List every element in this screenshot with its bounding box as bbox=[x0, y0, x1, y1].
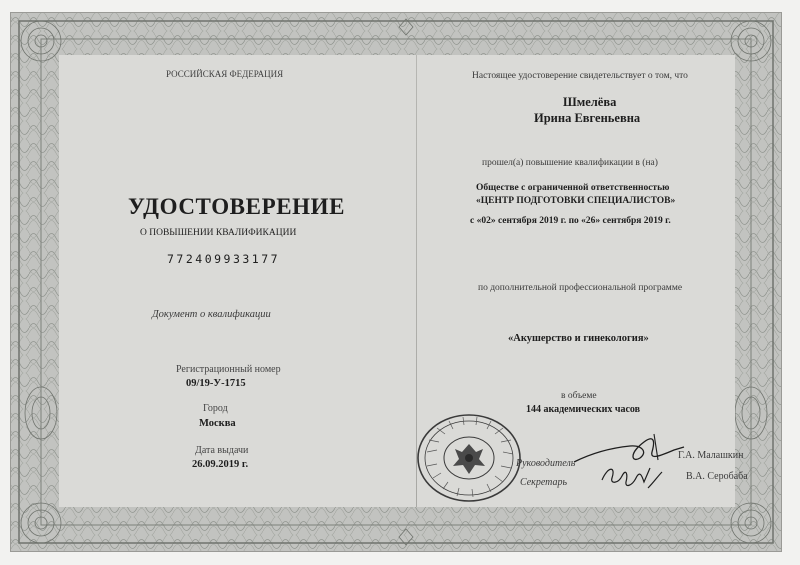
intro-text: Настоящее удостоверение свидетельствует о том, что bbox=[472, 71, 688, 81]
document-title: УДОСТОВЕРЕНИЕ bbox=[128, 194, 346, 219]
document-type: Документ о квалификации bbox=[152, 309, 271, 320]
head-name: Г.А. Малашкин bbox=[678, 450, 744, 461]
holder-given-names: Ирина Евгеньевна bbox=[534, 111, 641, 125]
country-label: РОССИЙСКАЯ ФЕДЕРАЦИЯ bbox=[166, 69, 284, 79]
volume-value: 144 академических часов bbox=[526, 404, 641, 415]
organization-line-1: Обществе с ограниченной ответственностью bbox=[476, 183, 670, 193]
city-label: Город bbox=[203, 403, 228, 414]
document-number: 772409933177 bbox=[167, 252, 281, 266]
registration-label: Регистрационный номер bbox=[176, 364, 281, 375]
head-role-label: Руководитель bbox=[516, 458, 576, 469]
secretary-name: В.А. Серобаба bbox=[686, 471, 748, 482]
training-dates: с «02» сентября 2019 г. по «26» сентября 2019 г. bbox=[470, 216, 671, 226]
city-value: Москва bbox=[199, 418, 236, 429]
issue-date-value: 26.09.2019 г. bbox=[192, 459, 249, 470]
program-label: по дополнительной профессиональной программе bbox=[478, 283, 683, 293]
passed-text: прошел(а) повышение квалификации в (на) bbox=[482, 158, 658, 168]
organization-line-2: «ЦЕНТР ПОДГОТОВКИ СПЕЦИАЛИСТОВ» bbox=[476, 196, 676, 206]
program-name: «Акушерство и гинекология» bbox=[508, 333, 649, 344]
holder-surname: Шмелёва bbox=[563, 95, 617, 109]
issue-date-label: Дата выдачи bbox=[195, 445, 249, 456]
secretary-role-label: Секретарь bbox=[520, 477, 568, 488]
document-subtitle: О ПОВЫШЕНИИ КВАЛИФИКАЦИИ bbox=[140, 228, 297, 238]
secretary-signature bbox=[598, 458, 666, 492]
official-seal bbox=[415, 412, 523, 504]
volume-label: в объеме bbox=[561, 391, 597, 401]
registration-number: 09/19-У-1715 bbox=[186, 378, 246, 389]
certificate-sheet bbox=[10, 12, 782, 552]
